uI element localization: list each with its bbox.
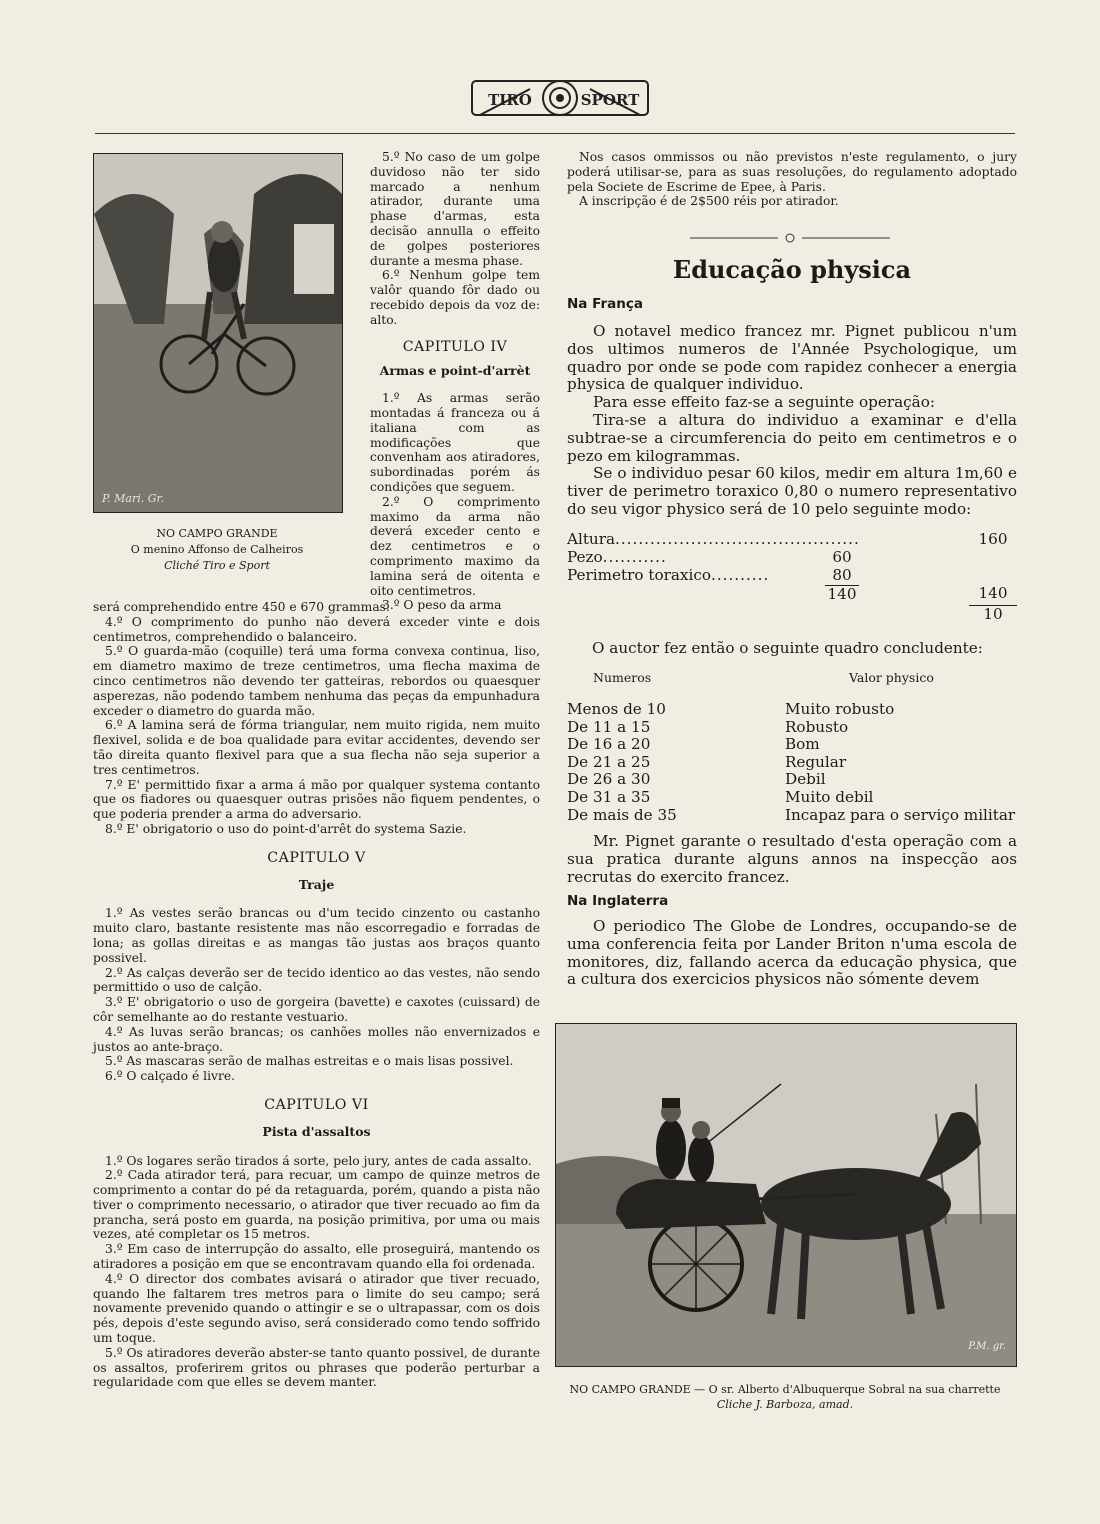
right-intro bbox=[567, 150, 1017, 209]
left-full-column bbox=[93, 600, 540, 1390]
table-row bbox=[567, 701, 1017, 719]
france-para-1: O notavel medico francez mr. Pignet publicou n'um dos ultimos numeros de l'Année Psychologique, um quadro por onde se pode com rapidez conhecer a energia physica de qualquer individuo. bbox=[567, 322, 1017, 394]
calc-block bbox=[567, 531, 1017, 625]
france-para-2: Para esse effeito faz-se a seguinte operação: bbox=[593, 393, 935, 412]
cap4-para-3b: será comprehendido entre 450 e 670 grammas. bbox=[93, 600, 390, 614]
cap6-para-1: 1.º Os logares serão tirados á sorte, pelo jury, antes de cada assalto. bbox=[105, 1153, 532, 1168]
calc-label: Perimetro toraxico bbox=[567, 566, 711, 584]
right-england-text bbox=[567, 918, 1017, 989]
table-cell-valor: Regular bbox=[785, 752, 847, 771]
photo1-caption-line: O menino Affonso de Calheiros bbox=[130, 543, 304, 556]
table-intro: O auctor fez então o seguinte quadro concludente: bbox=[592, 639, 983, 657]
calc-label: Altura bbox=[567, 530, 616, 548]
cap5-para-6: 6.º O calçado é livre. bbox=[105, 1069, 236, 1084]
table-cell-valor: Incapaz para o serviço militar bbox=[785, 805, 1016, 824]
table-cell-numeros: De 31 a 35 bbox=[567, 787, 651, 806]
cap5-para-3: 3.º E' obrigatorio o uso de gorgeira (bavette) e caxotes (cuissard) de côr semelhante ao do restante vestuario. bbox=[93, 995, 540, 1024]
photo1-caption-credit: Cliché Tiro e Sport bbox=[164, 559, 270, 572]
table-cell-numeros: De 26 a 30 bbox=[567, 770, 651, 789]
calc-row bbox=[567, 531, 1017, 549]
cap6-para-2: 2.º Cada atirador terá, para recuar, um campo de quinze metros de comprimento a contar do pé da retaguarda, porém, quando a pista não tiver o comprimento necessario, o atirador que tiver recuado ao fim da prancha, será posto em guarda, na posição primitiva, por uma ou mais vezes, até completar os 15 metros. bbox=[93, 1168, 540, 1242]
calc-dots: .......................................... bbox=[615, 530, 860, 548]
calc-dots: ........... bbox=[602, 548, 667, 566]
france-para-4: Se o individuo pesar 60 kilos, medir em altura 1m,60 e tiver de perimetro toraxico 0,80 o numero representativo do seu vigor physico será de 10 pelo seguinte modo: bbox=[567, 464, 1017, 518]
table-cell-numeros: De 21 a 25 bbox=[567, 752, 651, 771]
france-para-3: Tira-se a altura do individuo a examinar e d'ella subtrae-se a circumferencia do peito em centimetros e o pezo em kilogrammas. bbox=[567, 410, 1017, 465]
calc-row bbox=[567, 549, 1017, 567]
photo2-caption: NO CAMPO GRANDE — O sr. Alberto d'Albuquerque Sobral na sua charrette bbox=[569, 1383, 1001, 1396]
photo2-caption-block bbox=[555, 1382, 1015, 1412]
photo2-credit: Cliche J. Barboza, amad. bbox=[716, 1398, 854, 1411]
cap6-subtitle: Pista d'assaltos bbox=[262, 1123, 371, 1139]
table-cell-valor: Bom bbox=[785, 735, 820, 754]
cap6-para-4: 4.º O director dos combates avisará o atirador que tiver recuado, quando lhe faltarem tres metros para o limite do seu campo; será novamente prevenido quando o attingir e se o ultrapassar, com os dois pés, depois d'este segundo aviso, será considerado como tendo soffrido um toque. bbox=[93, 1271, 540, 1346]
photo-boy-bicycle bbox=[93, 153, 343, 513]
cap5-para-4: 4.º As luvas serão brancas; os canhões molles não envernizados e justos ao ante-braço. bbox=[93, 1024, 540, 1054]
calc-mid: 80 bbox=[825, 567, 859, 585]
ornament-divider bbox=[690, 228, 890, 238]
cap4-para-8: 8.º E' obrigatorio o uso do point-d'arrêt do systema Sazie. bbox=[105, 821, 467, 836]
england-para-1: O periodico The Globe de Londres, occupando-se de uma conferencia feita por Lander Briton n'uma escola de monitores, diz, fallando acerca da educação physica, que a cultura dos exercicios physicos não sómente devem bbox=[567, 917, 1017, 989]
cap4-para-7: 7.º E' permittido fixar a arma á mão por qualquer systema contanto que os fiadores ou quaesquer outras prisões não fiquem pendentes, o que poderia prender a arma do adversario. bbox=[93, 777, 540, 822]
table-cell-valor: Muito robusto bbox=[785, 700, 895, 718]
cap4-subtitle: Armas e point-d'arrèt bbox=[379, 363, 531, 379]
table-row bbox=[567, 807, 1017, 825]
cap6-para-5: 5.º Os atiradores deverão abster-se tanto quanto possivel, de durante os assaltos, proferirem gritos ou phrases que poderão perturbar a regularidade com que elles se devem manter. bbox=[93, 1345, 540, 1390]
header-rule bbox=[95, 133, 1015, 134]
calc-sum-mid: 140 bbox=[825, 585, 859, 604]
cap4-para-3a: 3.º O peso da arma bbox=[382, 598, 502, 613]
table-row bbox=[567, 754, 1017, 772]
table-cell-numeros: De 11 a 15 bbox=[567, 717, 651, 736]
cap6-title: CAPITULO VI bbox=[264, 1096, 369, 1113]
subhead-france: Na França bbox=[567, 296, 643, 312]
para-6-golpe: 6.º Nenhum golpe tem valôr quando fôr dado ou recebido depois da voz de: alto. bbox=[370, 268, 540, 327]
subhead-england: Na Inglaterra bbox=[567, 893, 669, 909]
photo1-signature: P. Mari. Gr. bbox=[102, 492, 165, 505]
cap4-title: CAPITULO IV bbox=[402, 338, 508, 355]
table-cell-valor: Robusto bbox=[785, 717, 849, 736]
calc-sum-right: 140 bbox=[978, 584, 1008, 602]
calc-right: 160 bbox=[969, 531, 1017, 549]
cap4-para-4: 4.º O comprimento do punho não deverá exceder vinte e dois centimetros, comprehendido o balanceiro. bbox=[93, 614, 540, 644]
para-5-golpe: 5.º No caso de um golpe duvidoso não ter sido marcado a nenhum atirador, durante uma phase d'armas, esta decisão annulla o effeito de golpes posteriores durante a mesma phase. bbox=[370, 150, 540, 268]
france-para-5: Mr. Pignet garante o resultado d'esta operação com a sua pratica durante alguns annos na inspecção aos recrutas do exercito francez. bbox=[567, 832, 1017, 886]
calc-label: Pezo bbox=[567, 548, 603, 566]
table-row bbox=[567, 789, 1017, 807]
table-row bbox=[567, 736, 1017, 754]
masthead-logo bbox=[470, 75, 650, 121]
svg-text:SPORT: SPORT bbox=[580, 91, 640, 109]
svg-text:TIRO: TIRO bbox=[488, 91, 532, 109]
table-cell-numeros: De mais de 35 bbox=[567, 805, 677, 824]
table-head-numeros: Numeros bbox=[593, 670, 652, 685]
photo1-caption bbox=[93, 526, 341, 574]
cap5-subtitle: Traje bbox=[298, 876, 335, 892]
cap4-para-6: 6.º A lamina será de fórma triangular, nem muito rigida, nem muito flexivel, solida e de boa qualidade para evitar accidentes, devendo ser tão direita quanto flexivel para que a sua flecha não seja superior a tres centimetros. bbox=[93, 718, 540, 777]
cap6-para-3: 3.º Em caso de interrupção do assalto, elle proseguirá, mantendo os atiradores a posição em que se encontravam quando ella foi ordenada. bbox=[93, 1242, 540, 1272]
photo-charrette bbox=[555, 1023, 1017, 1367]
vigor-table bbox=[567, 670, 1017, 824]
calc-row bbox=[567, 567, 1017, 585]
table-cell-valor: Debil bbox=[785, 770, 826, 789]
cap5-para-2: 2.º As calças deverão ser de tecido identico ao das vestes, não sendo permittido o uso de calção. bbox=[93, 965, 540, 995]
right-intro-1: Nos casos ommissos ou não previstos n'este regulamento, o jury poderá utilisar-se, para as suas resoluções, do regulamento adoptado pela Societe de Escrime de Epee, à Paris. bbox=[567, 150, 1017, 194]
cap5-para-5: 5.º As mascaras serão de malhas estreitas e o mais lisas possivel. bbox=[105, 1054, 514, 1069]
calc-dots: .......... bbox=[711, 566, 770, 584]
table-cell-numeros: Menos de 10 bbox=[567, 700, 666, 718]
right-conclusion bbox=[567, 833, 1017, 886]
cap5-title: CAPITULO V bbox=[267, 849, 366, 866]
right-intro-2: A inscripção é de 2$500 réis por atirador. bbox=[579, 194, 839, 209]
table-cell-numeros: De 16 a 20 bbox=[567, 735, 651, 754]
table-row bbox=[567, 719, 1017, 737]
table-row bbox=[567, 771, 1017, 789]
calc-mid: 60 bbox=[825, 549, 859, 567]
cap5-para-1: 1.º As vestes serão brancas ou d'um tecido cinzento ou castanho muito claro, bastante resistente mas não escorregadio e forradas de lona; as gollas direitas e as mangas tão justas aos braços quanto possivel. bbox=[93, 906, 540, 965]
right-france-text bbox=[567, 323, 1017, 519]
cap4-para-1: 1.º As armas serão montadas á franceza ou á italiana com as modificações que convenham aos atiradores, subordinadas porém ás condições que seguem. bbox=[370, 391, 540, 494]
table-head-valor: Valor physico bbox=[849, 670, 934, 685]
photo1-caption-title: NO CAMPO GRANDE bbox=[156, 527, 278, 540]
table-cell-valor: Muito debil bbox=[785, 787, 874, 806]
cap4-para-2: 2.º O comprimento maximo da arma não deverá exceder cento e dez centimetros e o comprimento maximo da lamina será de oitenta e oito centimetros. bbox=[370, 494, 540, 598]
cap4-para-5: 5.º O guarda-mão (coquille) terá uma forma convexa continua, liso, em diametro maximo de treze centimetros, uma flecha maxima de cinco centimetros não devendo ter gatteiras, rebordos ou quaesquer asperezas, não podendo tambem nenhuma das peças da empunhadura exceder o diametro do guarda mão. bbox=[93, 644, 540, 718]
photo2-signature: P.M. gr. bbox=[968, 1341, 1006, 1352]
article-headline: Educação physica bbox=[672, 255, 912, 284]
calc-result: 10 bbox=[969, 605, 1017, 624]
left-narrow-column bbox=[370, 150, 540, 613]
